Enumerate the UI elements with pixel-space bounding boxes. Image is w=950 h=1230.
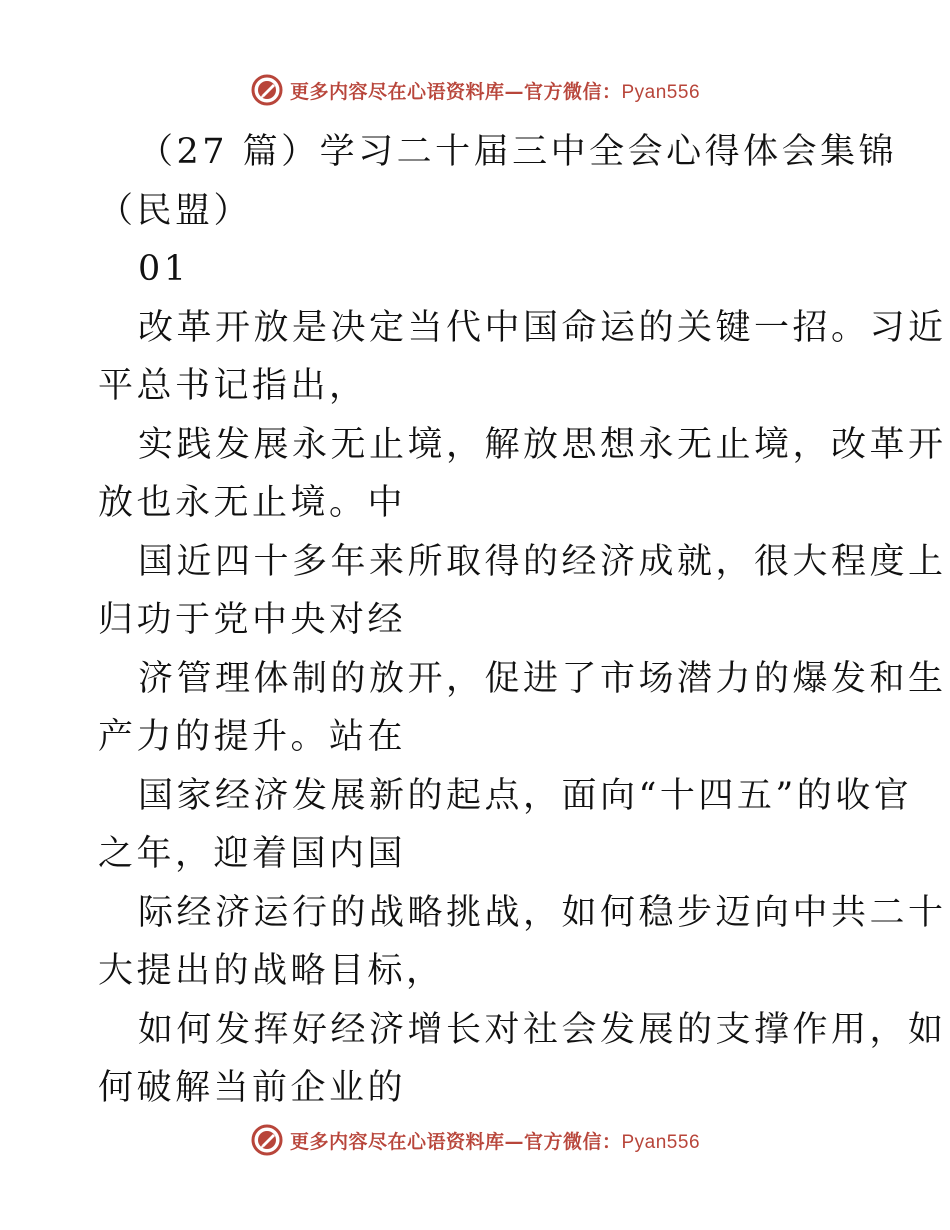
- watermark-banner-top: [0, 70, 950, 110]
- paragraph-line: 实践发展永无止境，解放思想永无止境，改革开: [138, 424, 947, 465]
- paragraph-line: 如何发挥好经济增长对社会发展的支撑作用，如: [138, 1009, 947, 1050]
- document-body: [98, 123, 947, 1118]
- watermark-contact: Pyan556: [621, 81, 701, 103]
- paragraph-line: 归功于党中央对经: [98, 600, 407, 640]
- paragraph-line: 产力的提升。站在: [98, 717, 407, 757]
- watermark-text: 更多内容尽在心语资料库—官方微信：: [289, 80, 622, 103]
- paragraph-line: 放也永无止境。中: [98, 483, 407, 523]
- watermark-contact: Pyan556: [621, 1131, 701, 1153]
- paragraph-line: 国家经济发展新的起点，面向“十四五”的收官: [138, 775, 913, 816]
- pen-logo-icon: [250, 73, 284, 107]
- paragraph-line: 之年，迎着国内国: [98, 834, 407, 874]
- watermark-banner-bottom: [0, 1120, 950, 1160]
- paragraph-line: 国近四十多年来所取得的经济成就，很大程度上: [138, 541, 947, 582]
- paragraph-line: 平总书记指出，: [98, 366, 368, 406]
- watermark-text: 更多内容尽在心语资料库—官方微信：: [289, 1130, 622, 1153]
- paragraph-line: 何破解当前企业的: [98, 1068, 407, 1108]
- pen-logo-icon: [250, 1123, 284, 1157]
- section-number: 01: [138, 249, 190, 289]
- paragraph-line: 济管理体制的放开，促进了市场潜力的爆发和生: [138, 658, 947, 699]
- paragraph-line: 际经济运行的战略挑战，如何稳步迈向中共二十: [138, 892, 947, 933]
- paragraph-line: 大提出的战略目标，: [98, 951, 445, 991]
- doc-title: （27 篇）学习二十届三中全会心得体会集锦: [138, 132, 898, 172]
- doc-subtitle: （民盟）: [98, 190, 253, 231]
- paragraph-line: 改革开放是决定当代中国命运的关键一招。习近: [138, 307, 947, 348]
